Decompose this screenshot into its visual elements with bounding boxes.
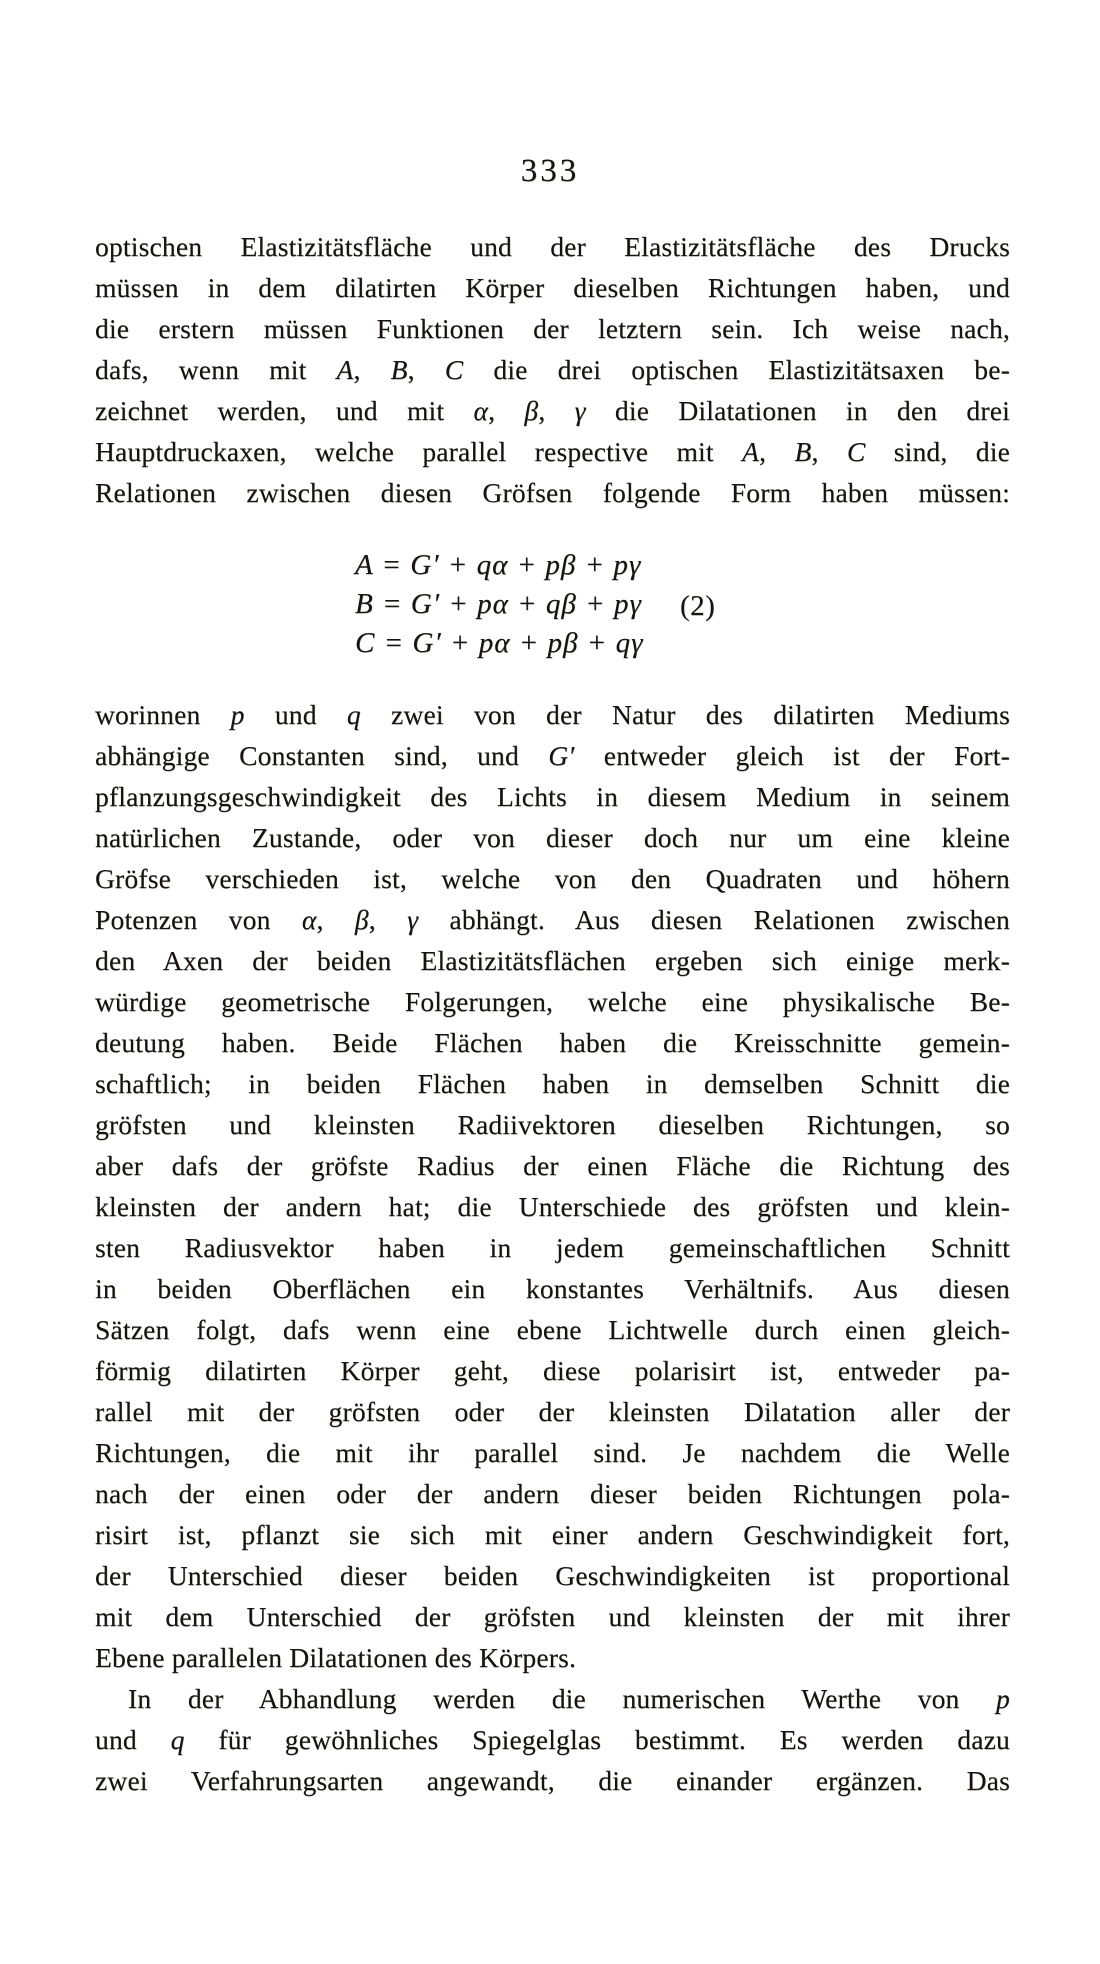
text-line: natürlichen Zustande, oder von dieser doch nur um eine kleine: [95, 822, 1010, 853]
text-line: den Axen der beiden Elastizitätsflächen ergeben sich einige merk-: [95, 945, 1010, 976]
text-line: Gröfse verschieden ist, welche von den Quadraten und höhern: [95, 863, 1010, 894]
text-line: mit dem Unterschied der gröfsten und kleinsten der mit ihrer: [95, 1601, 1010, 1632]
text-line: risirt ist, pflanzt sie sich mit einer andern Geschwindigkeit fort,: [95, 1519, 1010, 1550]
text-line: deutung haben. Beide Flächen haben die Kreisschnitte gemein-: [95, 1027, 1010, 1058]
text-line: worinnen p und q zwei von der Natur des dilatirten Mediums: [95, 699, 1010, 730]
text-line: dafs, wenn mit A, B, C die drei optischen Elastizitätsaxen be-: [95, 354, 1011, 385]
text-line: In der Abhandlung werden die numerischen Werthe von p: [128, 1683, 1010, 1714]
text-line: müssen in dem dilatirten Körper dieselben Richtungen haben, und: [95, 272, 1010, 303]
paragraph: [95, 1678, 1010, 1801]
text-line: Relationen zwischen diesen Gröfsen folgende Form haben müssen:: [95, 477, 1010, 508]
equation-line: A = G′ + qα + pβ + pγ: [355, 549, 642, 581]
text-line: kleinsten der andern hat; die Unterschiede des gröfsten und klein-: [95, 1191, 1010, 1222]
text-line: Ebene parallelen Dilatationen des Körpers.: [95, 1642, 577, 1673]
equation-line: C = G′ + pα + pβ + qγ: [355, 627, 644, 659]
equation-line: B = G′ + pα + qβ + pγ: [355, 588, 642, 620]
text-line: aber dafs der gröfste Radius der einen Fläche die Richtung des: [95, 1150, 1010, 1181]
equation-block: [355, 546, 1010, 663]
text-line: abhängige Constanten sind, und G′ entweder gleich ist der Fort-: [95, 740, 1010, 771]
text-line: und q für gewöhnliches Spiegelglas bestimmt. Es werden dazu: [95, 1724, 1010, 1755]
text-line: Potenzen von α, β, γ abhängt. Aus diesen Relationen zwischen: [95, 904, 1010, 935]
text-line: die erstern müssen Funktionen der letztern sein. Ich weise nach,: [95, 313, 1010, 344]
text-line: zeichnet werden, und mit α, β, γ die Dilatationen in den drei: [95, 395, 1010, 426]
text-line: Richtungen, die mit ihr parallel sind. Je nachdem die Welle: [95, 1437, 1010, 1468]
paragraph: [95, 694, 1010, 1678]
text-line: nach der einen oder der andern dieser beiden Richtungen pola-: [95, 1478, 1010, 1509]
paragraph: [95, 226, 1010, 513]
text-line: pflanzungsgeschwindigkeit des Lichts in diesem Medium in seinem: [95, 781, 1010, 812]
text-line: Sätzen folgt, dafs wenn eine ebene Lichtwelle durch einen gleich-: [95, 1314, 1010, 1345]
equation-number: (2): [680, 590, 716, 622]
text-line: Hauptdruckaxen, welche parallel respective mit A, B, C sind, die: [95, 436, 1010, 467]
text-line: in beiden Oberflächen ein konstantes Verhältnifs. Aus diesen: [95, 1273, 1010, 1304]
text-line: würdige geometrische Folgerungen, welche eine physikalische Be-: [95, 986, 1010, 1017]
text-line: der Unterschied dieser beiden Geschwindigkeiten ist proportional: [95, 1560, 1010, 1591]
text-block: [95, 226, 1010, 1801]
page-number: 333: [520, 153, 580, 189]
text-line: förmig dilatirten Körper geht, diese polarisirt ist, entweder pa-: [95, 1355, 1010, 1386]
text-line: optischen Elastizitätsfläche und der Elastizitätsfläche des Drucks: [95, 231, 1010, 262]
text-line: gröfsten und kleinsten Radiivektoren dieselben Richtungen, so: [95, 1109, 1010, 1140]
text-line: sten Radiusvektor haben in jedem gemeinschaftlichen Schnitt: [95, 1232, 1010, 1263]
text-line: rallel mit der gröfsten oder der kleinsten Dilatation aller der: [95, 1396, 1010, 1427]
text-line: schaftlich; in beiden Flächen haben in demselben Schnitt die: [95, 1068, 1010, 1099]
text-line: zwei Verfahrungsarten angewandt, die einander ergänzen. Das: [95, 1765, 1010, 1796]
